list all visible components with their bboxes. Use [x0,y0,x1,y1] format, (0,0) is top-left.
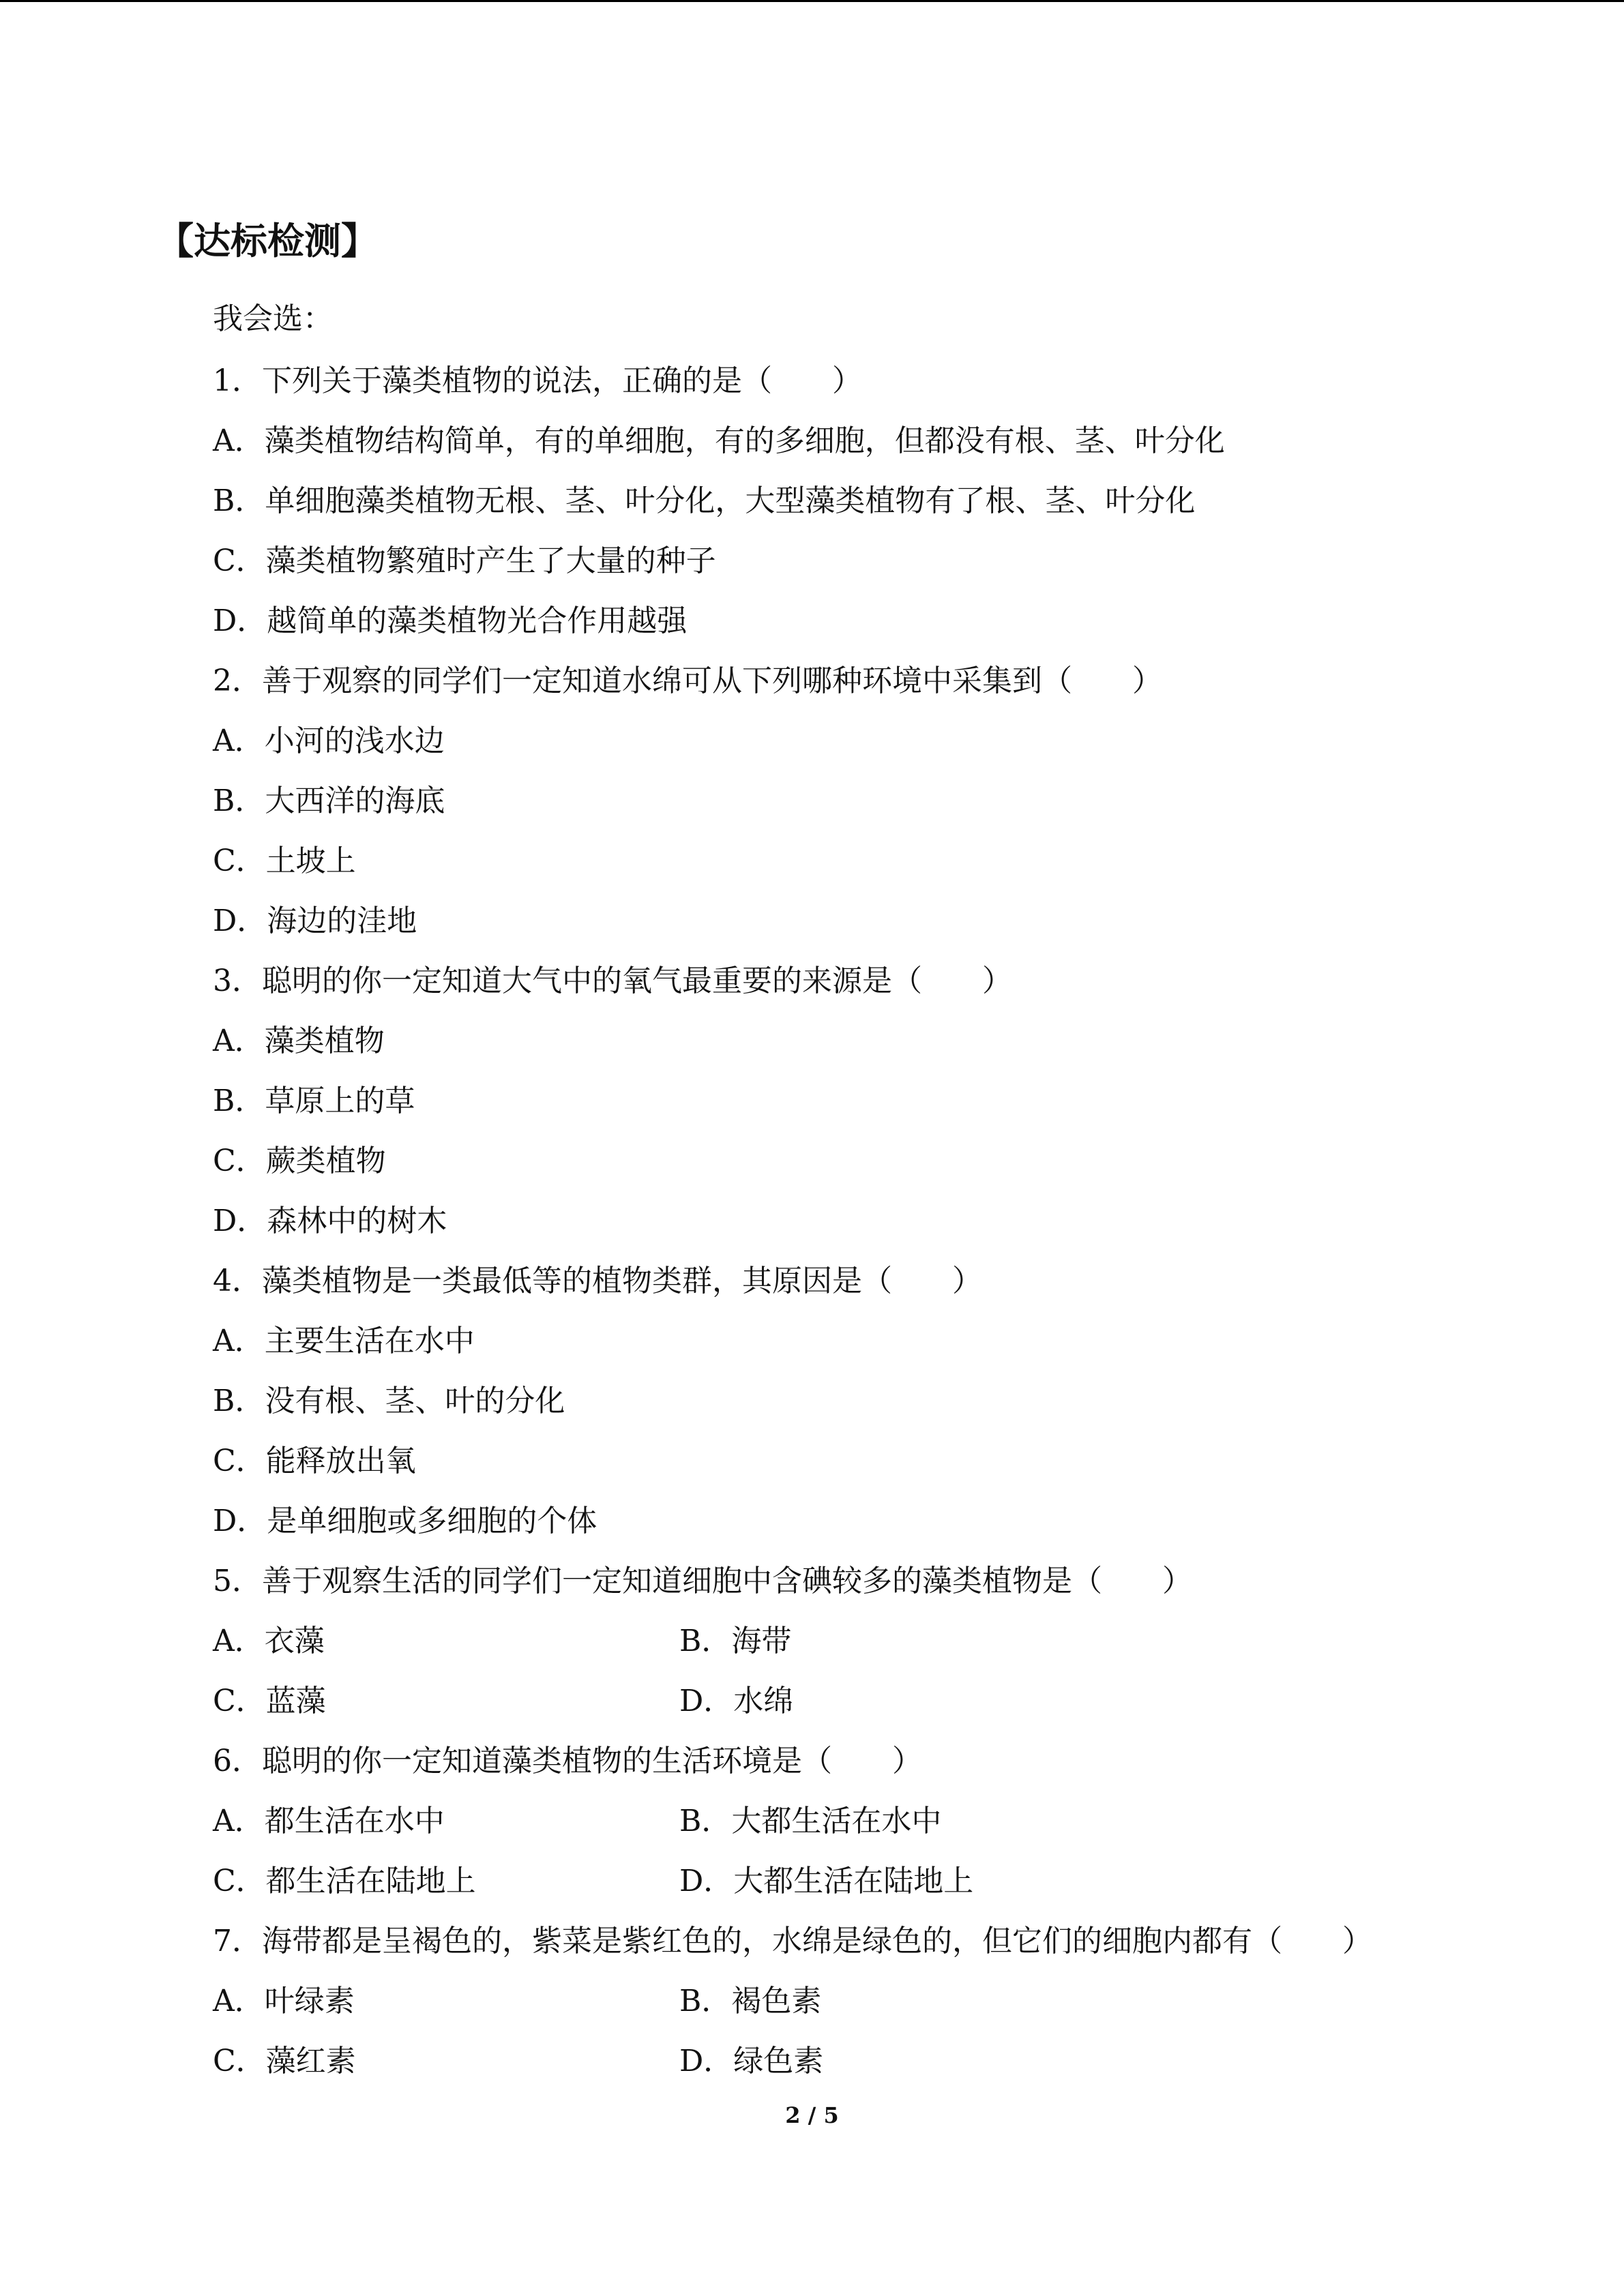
question-7-stem: 7．海带都是呈褐色的，紫菜是紫红色的，水绵是绿色的，但它们的细胞内都有（ ） [213,1924,1372,1958]
question-7-options-row-1 [213,1980,1550,2040]
question-6-options-row-2 [213,1860,1550,1920]
question-6-option-b: B．大都生活在水中 [679,1804,942,1838]
question-6-option-d: D．大都生活在陆地上 [679,1864,974,1898]
question-1-option-c: C．藻类植物繁殖时产生了大量的种子 [213,543,716,578]
question-2-option-c: C．土坡上 [213,844,356,878]
question-7-option-b: B．褐色素 [679,1984,822,2018]
question-list [213,360,1550,2100]
question-5-stem: 5．善于观察生活的同学们一定知道细胞中含碘较多的藻类植物是（ ） [213,1564,1192,1598]
question-7-option-c: C．藻红素 [213,2044,356,2078]
question-1-option-d: D．越简单的藻类植物光合作用越强 [213,603,688,638]
question-3-option-d: D．森林中的树木 [213,1204,447,1238]
question-4-stem: 4．藻类植物是一类最低等的植物类群，其原因是（ ） [213,1264,982,1298]
question-6-option-a: A．都生活在水中 [213,1804,445,1838]
question-2-option-d: D．海边的洼地 [213,904,417,938]
question-1-option-a: A．藻类植物结构简单，有的单细胞，有的多细胞，但都没有根、茎、叶分化 [213,423,1225,458]
question-5-option-d: D．水绵 [679,1684,794,1718]
question-3-option-b: B．草原上的草 [213,1084,415,1118]
page-number: 2 / 5 [785,2102,839,2128]
question-2-option-b: B．大西洋的海底 [213,784,445,818]
question-3-option-a: A．藻类植物 [213,1024,385,1058]
question-1-stem: 1．下列关于藻类植物的说法，正确的是（ ） [213,363,862,398]
question-4-option-c: C．能释放出氧 [213,1444,416,1478]
question-6-stem: 6．聪明的你一定知道藻类植物的生活环境是（ ） [213,1744,922,1778]
question-6-option-c: C．都生活在陆地上 [213,1864,476,1898]
question-7-option-d: D．绿色素 [679,2044,824,2078]
intro-text: 我会选： [213,301,333,336]
question-4-option-a: A．主要生活在水中 [213,1324,475,1358]
question-2-option-a: A．小河的浅水边 [213,724,445,758]
section-title: 【达标检测】 [157,219,378,263]
question-5-option-c: C．蓝藻 [213,1684,326,1718]
question-7-option-a: A．叶绿素 [213,1984,355,2018]
question-3-option-c: C．蕨类植物 [213,1144,386,1178]
question-5-options-row-2 [213,1680,1550,1740]
question-6-options-row-1 [213,1800,1550,1860]
question-2-stem: 2．善于观察的同学们一定知道水绵可从下列哪种环境中采集到（ ） [213,664,1162,698]
question-4-option-b: B．没有根、茎、叶的分化 [213,1384,565,1418]
question-3-stem: 3．聪明的你一定知道大气中的氧气最重要的来源是（ ） [213,964,1012,998]
question-5-options-row-1 [213,1620,1550,1680]
page-top-border [0,0,1624,2]
question-7-options-row-2 [213,2040,1550,2100]
question-5-option-b: B．海带 [679,1624,792,1658]
question-1-option-b: B．单细胞藻类植物无根、茎、叶分化，大型藻类植物有了根、茎、叶分化 [213,483,1196,518]
question-5-option-a: A．衣藻 [213,1624,325,1658]
question-4-option-d: D．是单细胞或多细胞的个体 [213,1504,597,1538]
